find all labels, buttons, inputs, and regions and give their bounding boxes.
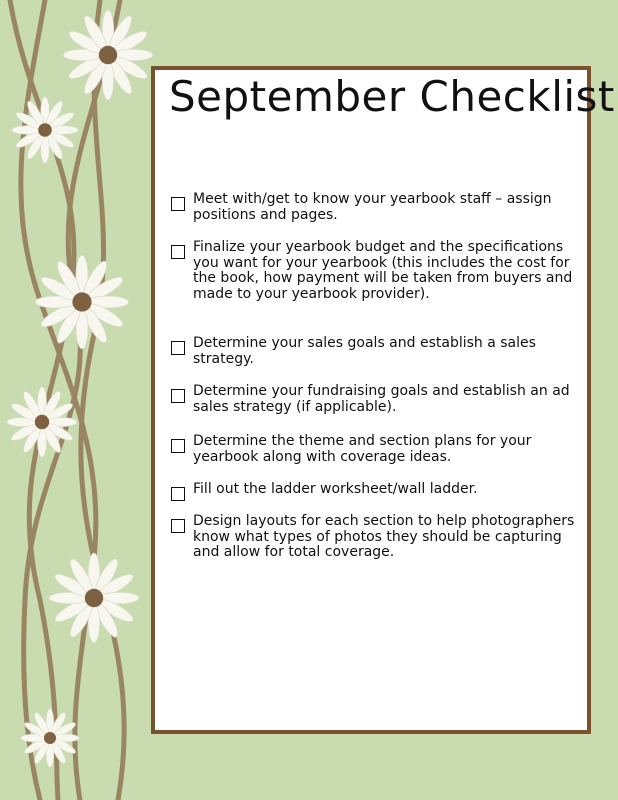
daisy-flower-icon — [7, 387, 77, 457]
checklist-item-text: Finalize your yearbook budget and the specifications you want for your yearbook (this includes the cost for the book, how payment will be taken from buyers and made to your yearbook provider). — [193, 239, 573, 302]
daisy-flower-icon — [35, 255, 129, 349]
page-title: September Checklist — [169, 72, 615, 121]
checklist-item-text: Meet with/get to know your yearbook staff – assign positions and pages. — [193, 191, 552, 223]
checklist-card — [151, 66, 615, 734]
checklist-item-text: Determine your fundraising goals and establish an ad sales strategy (if applicable). — [193, 383, 570, 415]
checklist-item-text: Design layouts for each section to help photographers know what types of photos they should be capturing and allow for total coverage. — [193, 513, 575, 560]
checkbox[interactable] — [171, 341, 185, 355]
checklist-item-text: Determine your sales goals and establish a sales strategy. — [193, 335, 536, 367]
checkbox[interactable] — [171, 197, 185, 211]
daisy-flower-icon — [49, 553, 139, 643]
checkbox[interactable] — [171, 439, 185, 453]
checkbox[interactable] — [171, 487, 185, 501]
checkbox[interactable] — [171, 245, 185, 259]
checklist-item-text: Fill out the ladder worksheet/wall ladder. — [193, 481, 478, 497]
checklist-item-text: Determine the theme and section plans for your yearbook along with coverage ideas. — [193, 433, 532, 465]
checkbox[interactable] — [171, 519, 185, 533]
checkbox[interactable] — [171, 389, 185, 403]
checklist — [155, 70, 587, 730]
daisy-flower-icon — [63, 10, 153, 100]
